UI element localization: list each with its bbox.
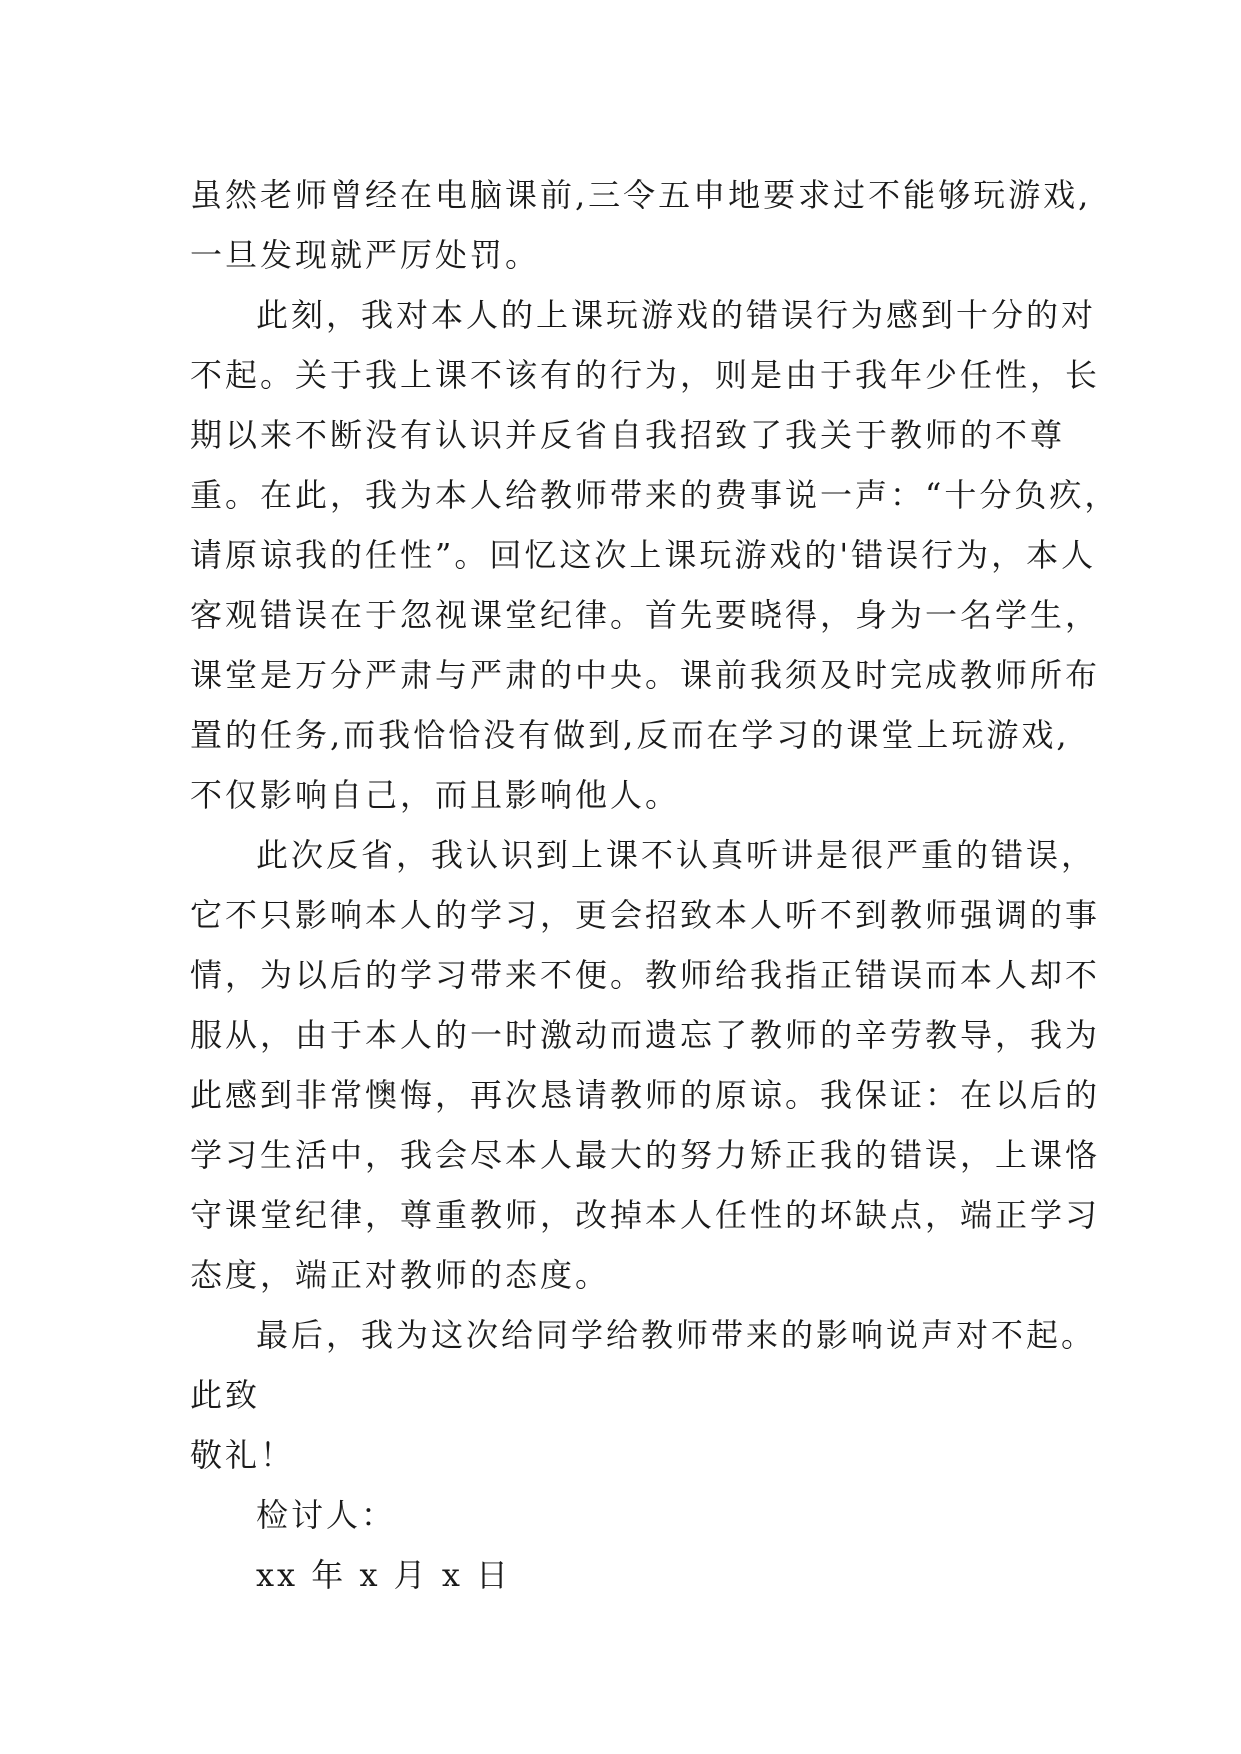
text-line: 置的任务,而我恰恰没有做到,反而在学习的课堂上玩游戏,	[190, 716, 1070, 754]
text-line: 请原谅我的任性”。回忆这次上课玩游戏的'错误行为，本人	[190, 536, 1097, 574]
paragraph-start-line: 此次反省，我认识到上课不认真听讲是很严重的错误，	[256, 836, 1097, 874]
text-line: 期以来不断没有认识并反省自我招致了我关于教师的不尊	[190, 416, 1066, 454]
text-line: 态度，端正对教师的态度。	[190, 1256, 611, 1294]
text-line: 守课堂纪律，尊重教师，改掉本人任性的坏缺点，端正学习	[190, 1196, 1101, 1234]
signer-label: 检讨人：	[256, 1496, 397, 1534]
text-line: 一旦发现就严厉处罚。	[190, 236, 541, 274]
text-line: 学习生活中，我会尽本人最大的努力矫正我的错误，上课恪	[190, 1136, 1101, 1174]
text-line: 不仅影响自己，而且影响他人。	[190, 776, 681, 814]
letter-body	[190, 165, 1120, 1605]
text-line: 情，为以后的学习带来不便。教师给我指正错误而本人却不	[190, 956, 1101, 994]
paragraph-start-line: 此刻，我对本人的上课玩游戏的错误行为感到十分的对	[256, 296, 1097, 334]
paragraph-start-line: 最后，我为这次给同学给教师带来的影响说声对不起。	[256, 1316, 1097, 1354]
salutation-line: 敬礼！	[190, 1436, 296, 1474]
text-line: 服从，由于本人的一时激动而遗忘了教师的辛劳教导，我为	[190, 1016, 1101, 1054]
text-line: 虽然老师曾经在电脑课前,三令五申地要求过不能够玩游戏,	[190, 176, 1092, 214]
closing-line: 此致	[190, 1376, 261, 1414]
text-line: 客观错误在于忽视课堂纪律。首先要晓得，身为一名学生，	[190, 596, 1101, 634]
text-line: 它不只影响本人的学习，更会招致本人听不到教师强调的事	[190, 896, 1101, 934]
text-line: 重。在此，我为本人给教师带来的费事说一声：“十分负疚，	[190, 476, 1120, 514]
date-line: xx 年 x 月 x 日	[256, 1556, 512, 1594]
text-line: 不起。关于我上课不该有的行为，则是由于我年少任性，长	[190, 356, 1101, 394]
text-line: 课堂是万分严肃与严肃的中央。课前我须及时完成教师所布	[190, 656, 1101, 694]
text-line: 此感到非常懊悔，再次恳请教师的原谅。我保证：在以后的	[190, 1076, 1101, 1114]
